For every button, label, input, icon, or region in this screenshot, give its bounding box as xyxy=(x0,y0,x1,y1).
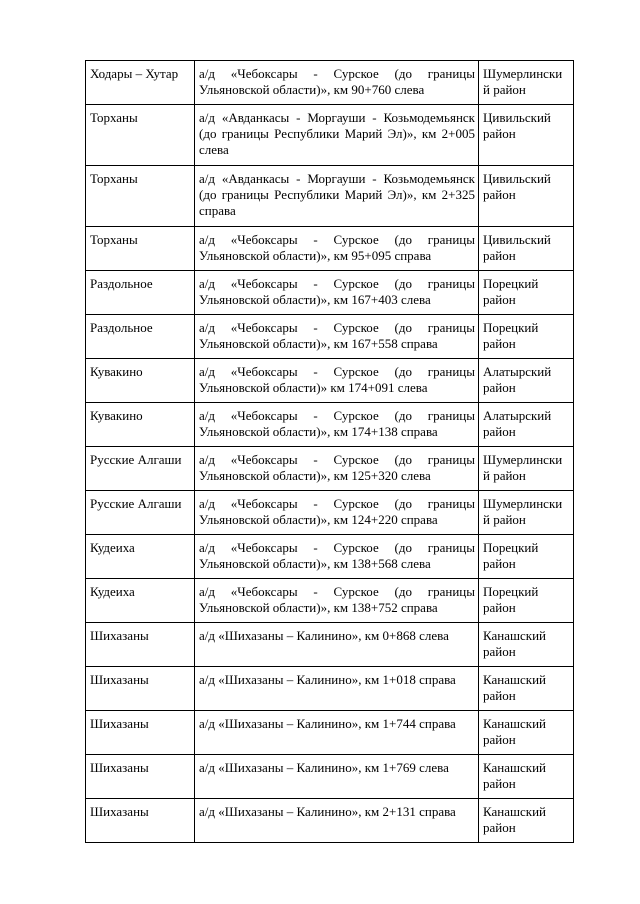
road-cell: а/д «Чебоксары - Сурское (до границы Ульяновской области)», км 138+568 слева xyxy=(195,535,479,579)
place-cell: Торханы xyxy=(86,227,195,271)
district-cell: Алатырский район xyxy=(479,403,574,447)
table-row xyxy=(86,447,574,491)
road-cell: а/д «Авданкасы - Моргауши - Козьмодемьянск (до границы Республики Марий Эл)», км 2+005 слева xyxy=(195,105,479,166)
road-cell: а/д «Шихазаны – Калинино», км 2+131 справа xyxy=(195,799,479,843)
road-cell: а/д «Чебоксары - Сурское (до границы Ульяновской области)», км 125+320 слева xyxy=(195,447,479,491)
place-cell: Шихазаны xyxy=(86,755,195,799)
district-cell: Канашский район xyxy=(479,623,574,667)
table-row xyxy=(86,315,574,359)
district-cell: Порецкий район xyxy=(479,535,574,579)
place-cell: Раздольное xyxy=(86,271,195,315)
place-cell: Раздольное xyxy=(86,315,195,359)
district-cell: Шумерлински й район xyxy=(479,447,574,491)
table-row xyxy=(86,535,574,579)
road-cell: а/д «Чебоксары - Сурское (до границы Ульяновской области)», км 124+220 справа xyxy=(195,491,479,535)
place-cell: Шихазаны xyxy=(86,711,195,755)
table-row xyxy=(86,711,574,755)
table-row xyxy=(86,227,574,271)
district-cell: Порецкий район xyxy=(479,271,574,315)
table-row xyxy=(86,667,574,711)
district-cell: Шумерлински й район xyxy=(479,491,574,535)
table-row xyxy=(86,799,574,843)
table-row xyxy=(86,403,574,447)
table-row xyxy=(86,105,574,166)
place-cell: Русские Алгаши xyxy=(86,447,195,491)
place-cell: Русские Алгаши xyxy=(86,491,195,535)
district-cell: Шумерлински й район xyxy=(479,61,574,105)
district-cell: Канашский район xyxy=(479,667,574,711)
place-cell: Кувакино xyxy=(86,403,195,447)
table-row xyxy=(86,623,574,667)
district-cell: Порецкий район xyxy=(479,315,574,359)
road-cell: а/д «Чебоксары - Сурское (до границы Ульяновской области)», км 90+760 слева xyxy=(195,61,479,105)
road-cell: а/д «Чебоксары - Сурское (до границы Ульяновской области)», км 167+403 слева xyxy=(195,271,479,315)
road-cell: а/д «Авданкасы - Моргауши - Козьмодемьянск (до границы Республики Марий Эл)», км 2+325 справа xyxy=(195,166,479,227)
table-row xyxy=(86,61,574,105)
road-cell: а/д «Чебоксары - Сурское (до границы Ульяновской области)» км 174+091 слева xyxy=(195,359,479,403)
place-cell: Торханы xyxy=(86,105,195,166)
district-cell: Цивильский район xyxy=(479,166,574,227)
table-row xyxy=(86,579,574,623)
district-cell: Алатырский район xyxy=(479,359,574,403)
place-cell: Ходары – Хутар xyxy=(86,61,195,105)
place-cell: Шихазаны xyxy=(86,799,195,843)
district-cell: Канашский район xyxy=(479,755,574,799)
district-cell: Канашский район xyxy=(479,799,574,843)
place-cell: Шихазаны xyxy=(86,623,195,667)
table-row xyxy=(86,491,574,535)
district-cell: Цивильский район xyxy=(479,227,574,271)
road-cell: а/д «Шихазаны – Калинино», км 1+769 слева xyxy=(195,755,479,799)
district-cell: Цивильский район xyxy=(479,105,574,166)
bus-stops-table xyxy=(85,60,574,843)
district-cell: Канашский район xyxy=(479,711,574,755)
place-cell: Шихазаны xyxy=(86,667,195,711)
road-cell: а/д «Шихазаны – Калинино», км 1+744 справа xyxy=(195,711,479,755)
table-body xyxy=(86,61,574,843)
road-cell: а/д «Чебоксары - Сурское (до границы Ульяновской области)», км 174+138 справа xyxy=(195,403,479,447)
road-cell: а/д «Чебоксары - Сурское (до границы Ульяновской области)», км 167+558 справа xyxy=(195,315,479,359)
table-row xyxy=(86,755,574,799)
road-cell: а/д «Шихазаны – Калинино», км 1+018 справа xyxy=(195,667,479,711)
place-cell: Кувакино xyxy=(86,359,195,403)
road-cell: а/д «Чебоксары - Сурское (до границы Ульяновской области)», км 95+095 справа xyxy=(195,227,479,271)
road-cell: а/д «Шихазаны – Калинино», км 0+868 слева xyxy=(195,623,479,667)
place-cell: Кудеиха xyxy=(86,535,195,579)
table-row xyxy=(86,359,574,403)
road-cell: а/д «Чебоксары - Сурское (до границы Ульяновской области)», км 138+752 справа xyxy=(195,579,479,623)
place-cell: Кудеиха xyxy=(86,579,195,623)
table-row xyxy=(86,166,574,227)
district-cell: Порецкий район xyxy=(479,579,574,623)
table-row xyxy=(86,271,574,315)
place-cell: Торханы xyxy=(86,166,195,227)
